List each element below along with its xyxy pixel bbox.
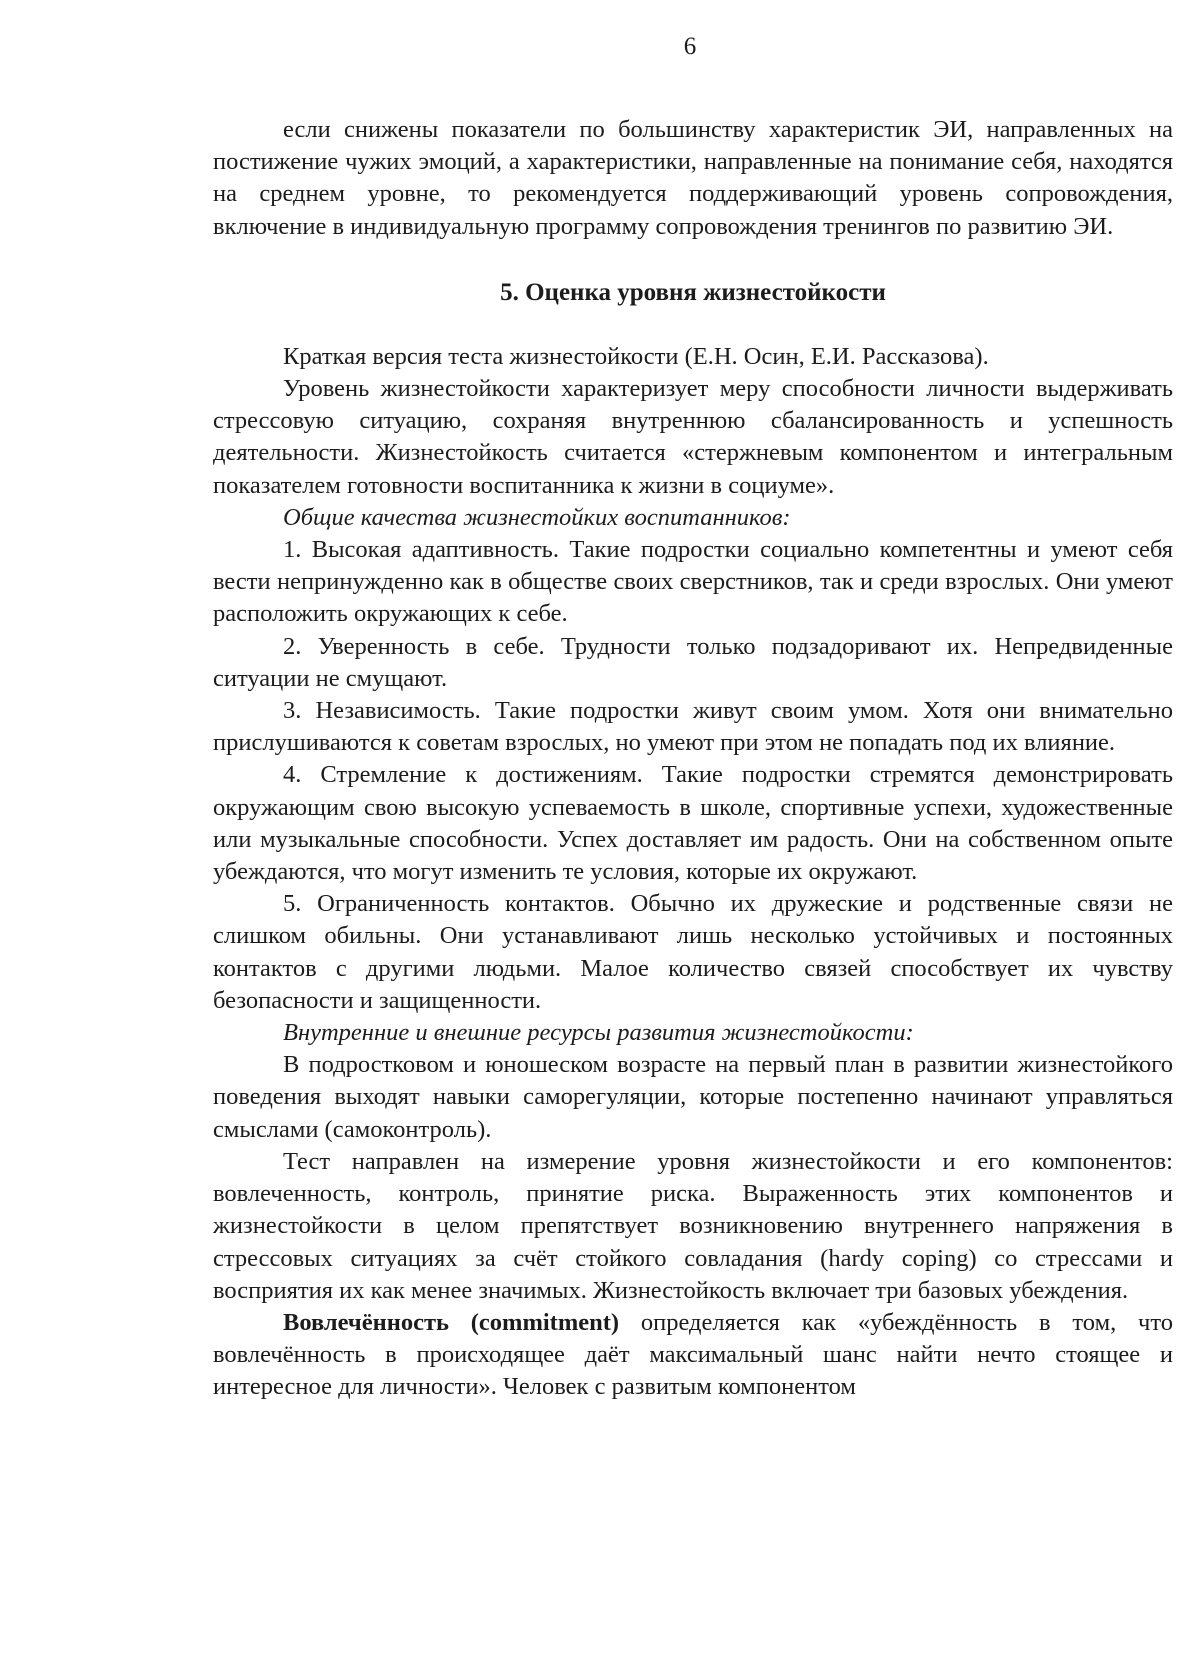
commitment-paragraph: [213, 1307, 1173, 1404]
quality-item-4: 4. Стремление к достижениям. Такие подростки стремятся демонстрировать окружающим свою высокую успеваемость в школе, спортивные успехи, художественные или музыкальные способности. Успех доставляет им радость. Они на собственном опыте убеждаются, что могут изменить те условия, которые их окружают.: [213, 761, 1173, 886]
commitment-term: Вовлечённость (commitment): [283, 1308, 620, 1336]
test-description-paragraph: Тест направлен на измерение уровня жизнестойкости и его компонентов: вовлеченность, контроль, принятие риска. Выраженность этих компонентов и жизнестойкости в целом препятствует возникновению внутреннего напряжения в стрессовых ситуациях за счёт стойкого совладания (hardy coping) со стрессами и восприятия их как менее значимых. Жизнестойкость включает три базовых убеждения.: [213, 1147, 1173, 1304]
resources-paragraph: В подростковом и юношеском возрасте на первый план в развитии жизнестойкого поведения выходят навыки саморегуляции, которые постепенно начинают управляться смыслами (самоконтроль).: [213, 1051, 1173, 1143]
paragraph-recommendation: если снижены показатели по большинству характеристик ЭИ, направленных на постижение чужих эмоций, а характеристики, направленные на понимание себя, находятся на среднем уровне, то рекомендуется поддерживающий уровень сопровождения, включение в индивидуальную программу сопровождения тренингов по развитию ЭИ.: [213, 116, 1173, 240]
quality-item-1: 1. Высокая адаптивность. Такие подростки социально компетентны и умеют себя вести непринужденно как в обществе своих сверстников, так и среди взрослых. Они умеют расположить окружающих к себе.: [213, 536, 1173, 628]
commitment-text: определяется как «убеждённость в том, что вовлечённость в происходящее даёт максимальный шанс найти нечто стоящее и интересное для личности». Человек с развитым компонентом: [213, 1308, 1173, 1401]
quality-item-5: 5. Ограниченность контактов. Обычно их дружеские и родственные связи не слишком обильны. Они устанавливают лишь несколько устойчивых и постоянных контактов с другими людьми. Малое количество связей способствует их чувству безопасности и защищенности.: [213, 890, 1173, 1014]
document-body: [213, 114, 1173, 1404]
resources-heading: Внутренние и внешние ресурсы развития жизнестойкости:: [283, 1019, 914, 1047]
section-title: 5. Оценка уровня жизнестойкости: [500, 278, 886, 306]
qualities-heading: Общие качества жизнестойких воспитанников:: [283, 503, 791, 531]
test-name-paragraph: Краткая версия теста жизнестойкости (Е.Н. Осин, Е.И. Рассказова).: [283, 342, 989, 370]
page-number: 6: [683, 33, 697, 60]
quality-item-3: 3. Независимость. Такие подростки живут своим умом. Хотя они внимательно прислушиваются к советам взрослых, но умеют при этом не попадать под их влияние.: [213, 697, 1173, 757]
quality-item-2: 2. Уверенность в себе. Трудности только подзадоривают их. Непредвиденные ситуации не смущают.: [213, 632, 1173, 692]
definition-paragraph: Уровень жизнестойкости характеризует меру способности личности выдерживать стрессовую ситуацию, сохраняя внутреннюю сбалансированность и успешность деятельности. Жизнестойкость считается «стержневым компонентом и интегральным показателем готовности воспитанника к жизни в социуме».: [213, 375, 1173, 499]
